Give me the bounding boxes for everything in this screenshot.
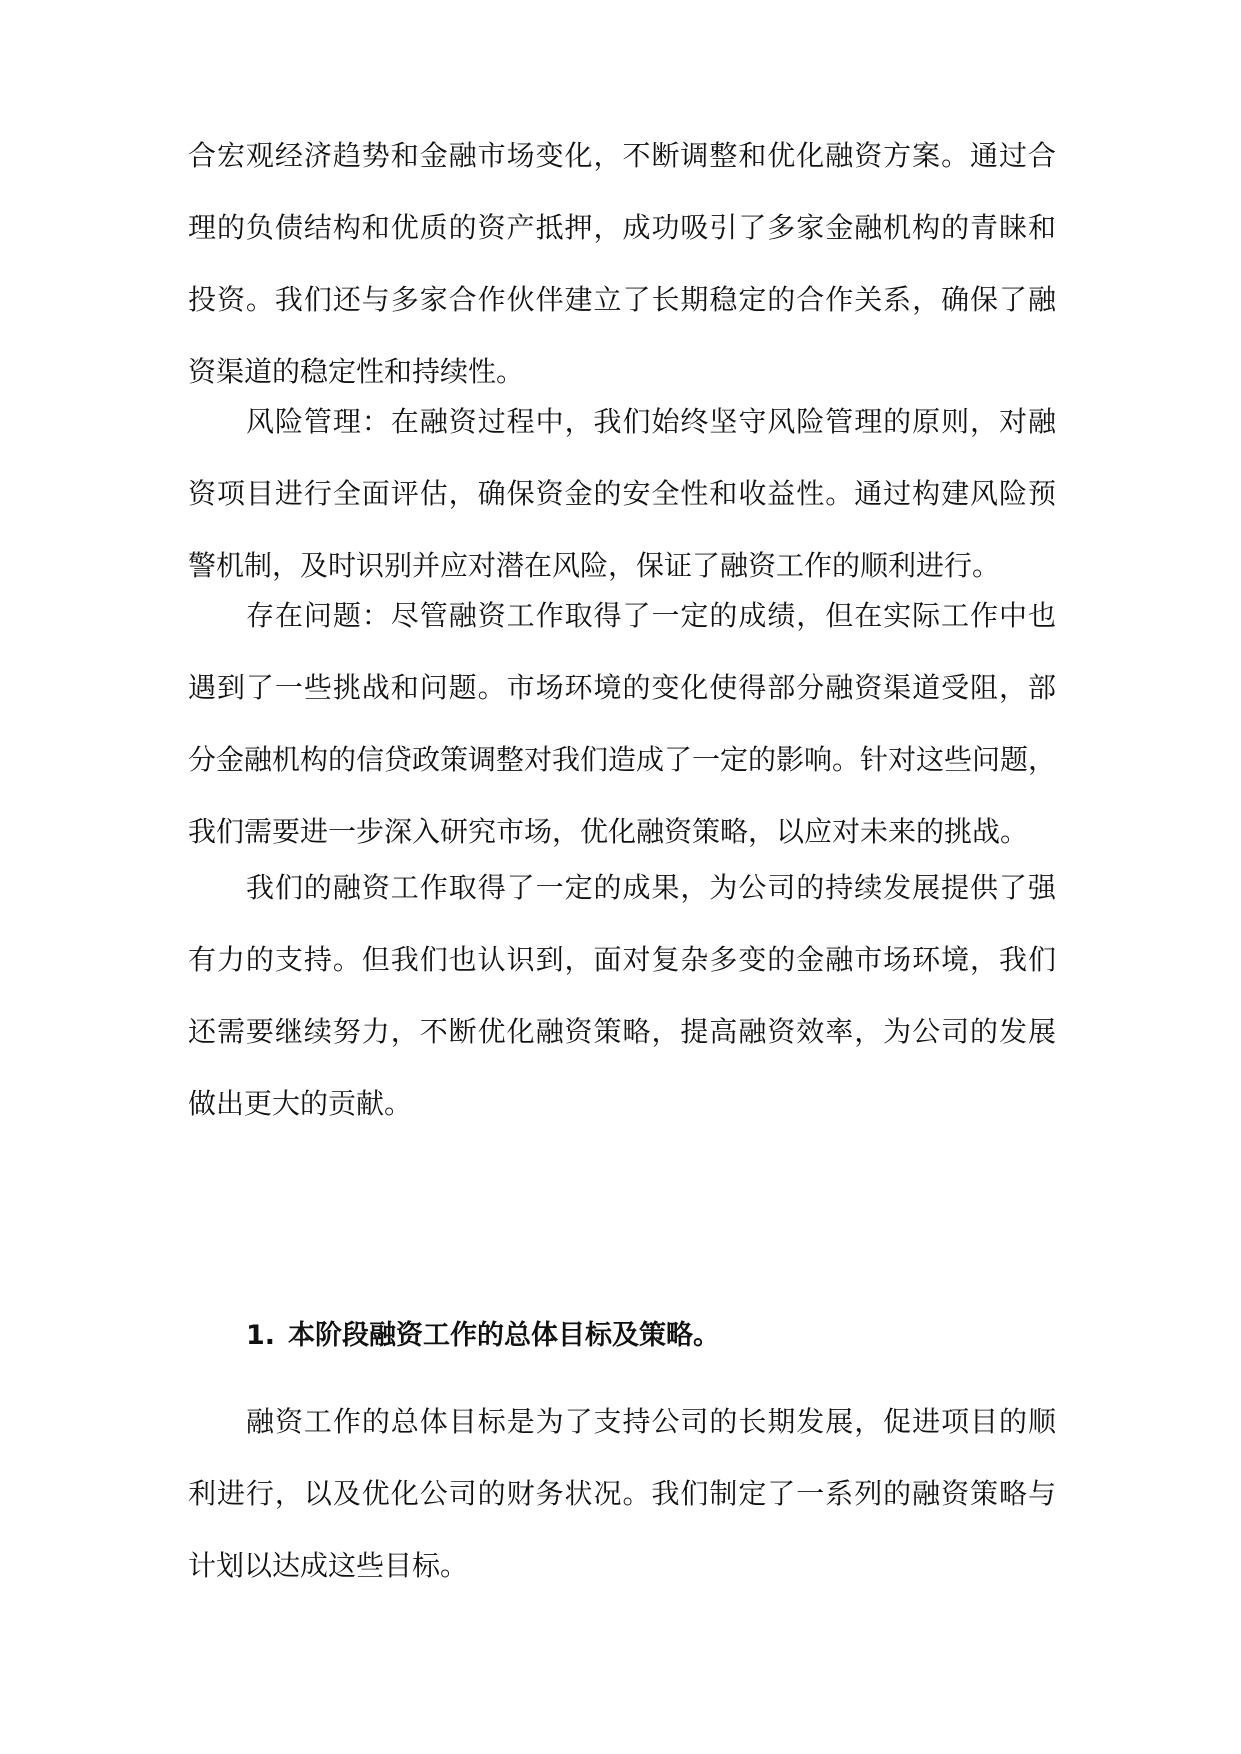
- section-heading: [246, 1300, 720, 1372]
- text-line: 资渠道的稳定性和持续性。: [188, 355, 525, 388]
- text-line: 计划以达成这些目标。: [188, 1549, 469, 1582]
- text-line: 利进行，以及优化公司的财务状况。我们制定了一系列的融资策略与: [188, 1477, 1056, 1510]
- text-line: 存在问题：尽管融资工作取得了一定的成绩，但在实际工作中也: [246, 599, 1056, 632]
- text-line: 理的负债结构和优质的资产抵押，成功吸引了多家金融机构的青睐和: [188, 211, 1056, 244]
- paragraph-risk-management: [188, 386, 1056, 602]
- text-line: 还需要继续努力，不断优化融资策略，提高融资效率，为公司的发展: [188, 1015, 1056, 1048]
- text-line: 做出更大的贡献。: [188, 1087, 413, 1120]
- paragraph-summary: [188, 852, 1056, 1140]
- paragraph-continuation: [188, 120, 1056, 408]
- text-line: 风险管理：在融资过程中，我们始终坚守风险管理的原则，对融: [246, 405, 1056, 438]
- text-line: 我们需要进一步深入研究市场，优化融资策略，以应对未来的挑战。: [188, 815, 1029, 848]
- paragraph-existing-problems: [188, 580, 1056, 868]
- text-line: 融资工作的总体目标是为了支持公司的长期发展，促进项目的顺: [246, 1405, 1056, 1438]
- section-title: 本阶段融资工作的总体目标及策略。: [288, 1320, 720, 1351]
- text-line: 分金融机构的信贷政策调整对我们造成了一定的影响。针对这些问题，: [188, 743, 1056, 776]
- section-number: 1.: [246, 1320, 276, 1351]
- text-line: 资项目进行全面评估，确保资金的安全性和收益性。通过构建风险预: [188, 477, 1056, 510]
- text-line: 我们的融资工作取得了一定的成果，为公司的持续发展提供了强: [246, 871, 1056, 904]
- text-line: 警机制，及时识别并应对潜在风险，保证了融资工作的顺利进行。: [188, 549, 1001, 582]
- text-line: 投资。我们还与多家合作伙伴建立了长期稳定的合作关系，确保了融: [188, 283, 1056, 316]
- text-line: 有力的支持。但我们也认识到，面对复杂多变的金融市场环境，我们: [188, 943, 1056, 976]
- text-line: 合宏观经济趋势和金融市场变化，不断调整和优化融资方案。通过合: [188, 139, 1056, 172]
- paragraph-overall-goals: [188, 1386, 1056, 1602]
- text-line: 遇到了一些挑战和问题。市场环境的变化使得部分融资渠道受阻，部: [188, 671, 1056, 704]
